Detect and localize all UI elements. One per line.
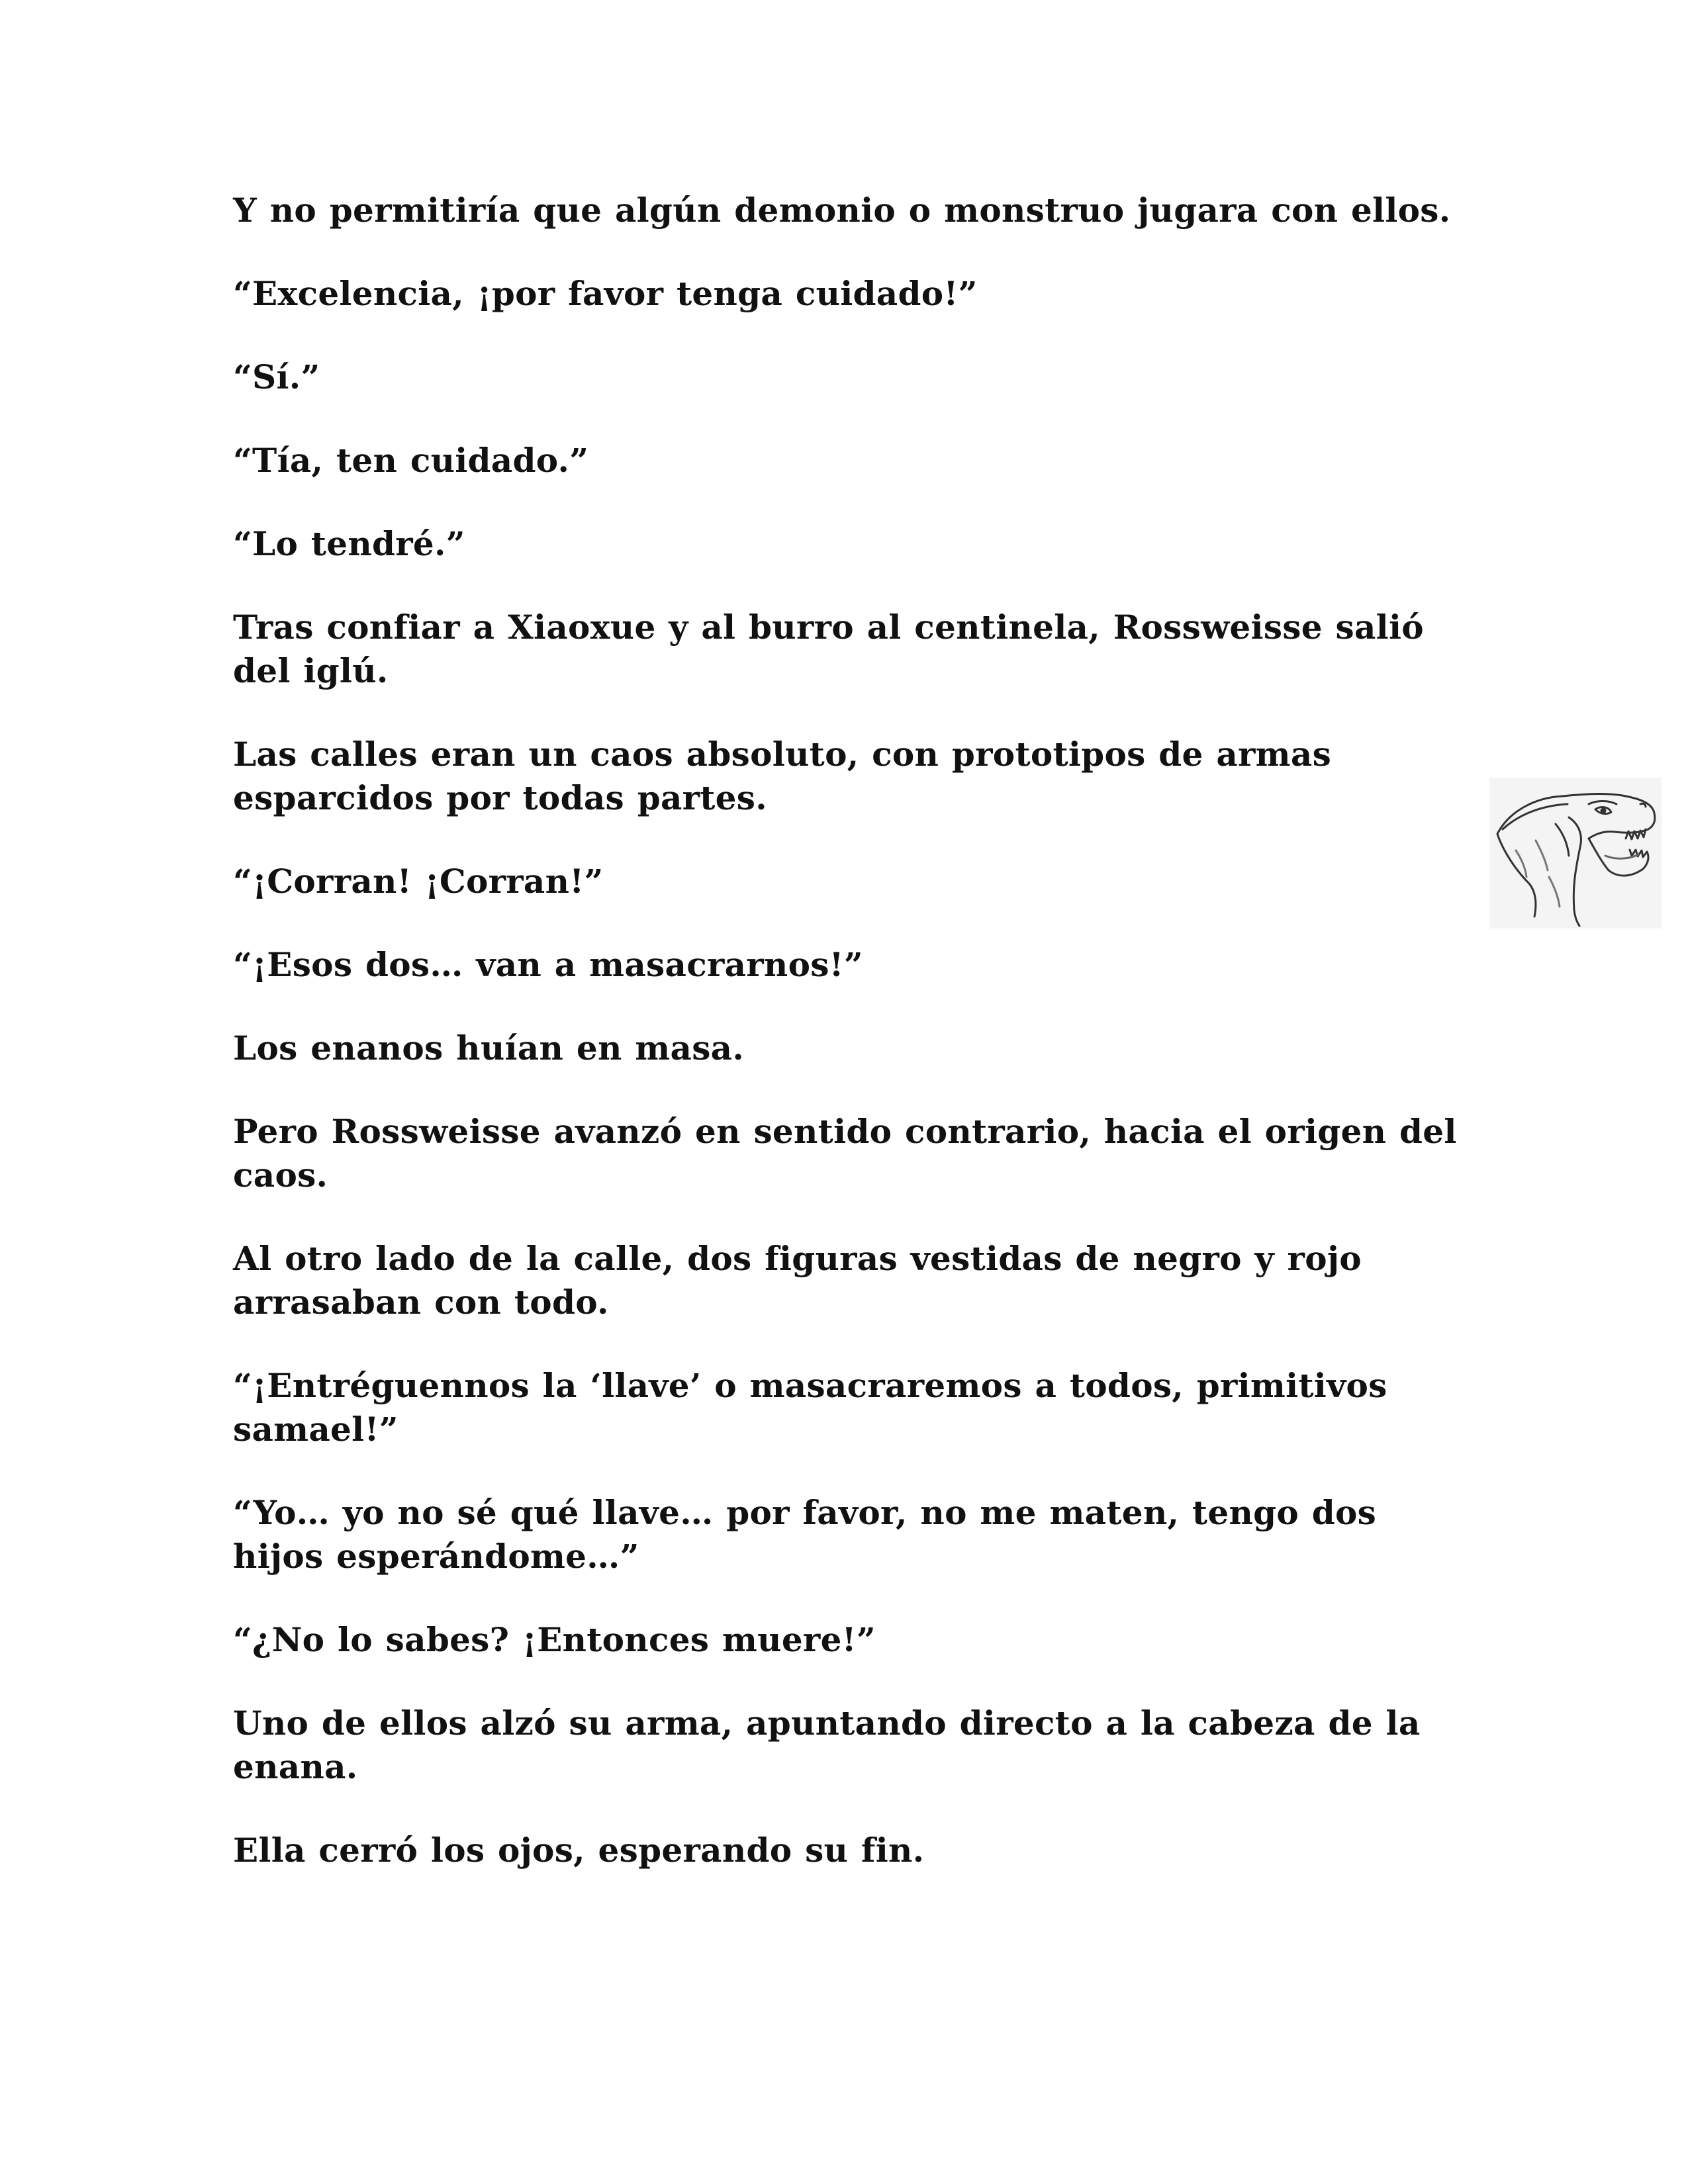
dinosaur-head-sketch-icon <box>1489 778 1662 929</box>
paragraph: Ella cerró los ojos, esperando su fin. <box>233 1831 925 1870</box>
paragraph: “¿No lo sabes? ¡Entonces muere!” <box>233 1620 876 1659</box>
paragraph: “Yo… yo no sé qué llave… por favor, no me maten, tengo dos hijos esperándome…” <box>233 1493 1377 1576</box>
paragraph: Al otro lado de la calle, dos figuras vestidas de negro y rojo arrasaban con todo. <box>233 1239 1362 1322</box>
paragraph: Pero Rossweisse avanzó en sentido contrario, hacia el origen del caos. <box>233 1112 1457 1195</box>
paragraph: “¡Corran! ¡Corran!” <box>233 862 604 901</box>
paragraph: “Tía, ten cuidado.” <box>233 441 589 480</box>
paragraph: “Lo tendré.” <box>233 524 465 563</box>
paragraph: “¡Esos dos… van a masacrarnos!” <box>233 945 863 984</box>
body-text <box>233 189 1458 1872</box>
paragraph: “¡Entréguennos la ‘llave’ o masacraremos a todos, primitivos samael!” <box>233 1366 1387 1449</box>
paragraph: “Excelencia, ¡por favor tenga cuidado!” <box>233 274 978 313</box>
paragraph: Tras confiar a Xiaoxue y al burro al centinela, Rossweisse salió del iglú. <box>233 608 1424 690</box>
paragraph: Y no permitiría que algún demonio o monstruo jugara con ellos. <box>233 191 1451 230</box>
paragraph: “Sí.” <box>233 357 320 396</box>
paragraph: Los enanos huían en masa. <box>233 1028 745 1068</box>
paragraph: Las calles eran un caos absoluto, con prototipos de armas esparcidos por todas partes. <box>233 735 1332 817</box>
paragraph: Uno de ellos alzó su arma, apuntando directo a la cabeza de la enana. <box>233 1704 1421 1786</box>
